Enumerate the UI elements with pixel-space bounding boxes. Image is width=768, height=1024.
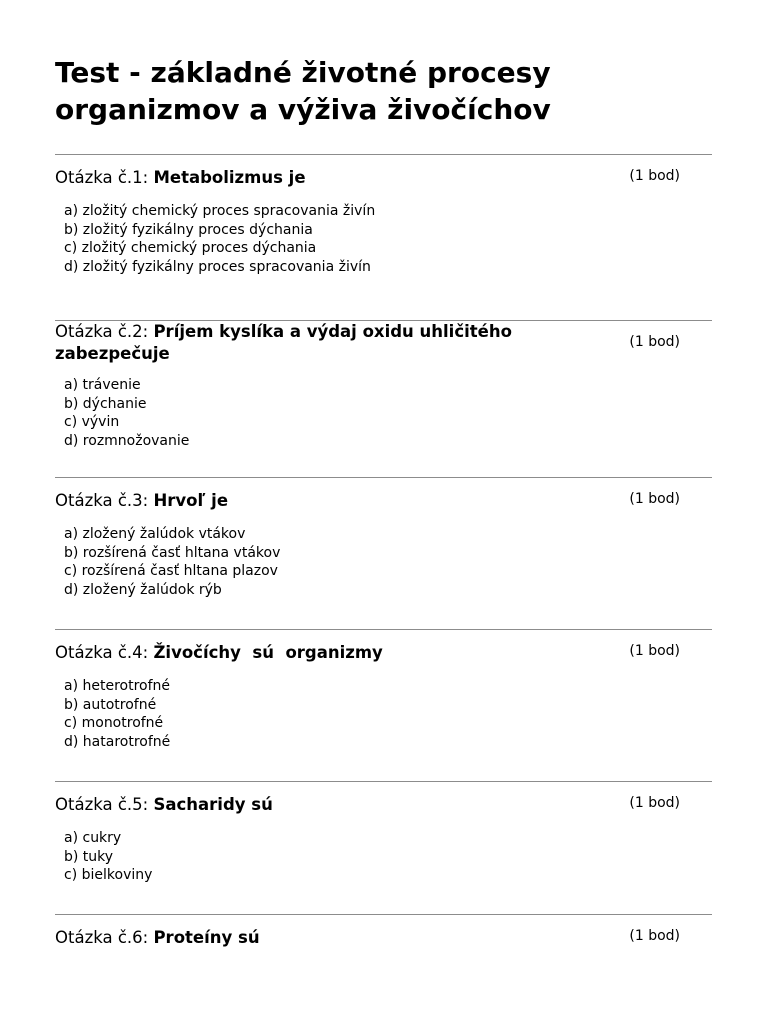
question-points: (1 bod)	[629, 491, 680, 507]
question-header	[55, 915, 712, 949]
answer-option: d) hatarotrofné	[64, 733, 171, 750]
question-header	[55, 478, 712, 512]
question-4	[55, 629, 712, 751]
document-title-line-2: organizmov a výživa živočíchov	[55, 93, 551, 126]
answer-option: b) zložitý fyzikálny proces dýchania	[64, 221, 313, 238]
question-text	[55, 167, 595, 189]
answer-list	[55, 376, 712, 450]
answer-option: b) dýchanie	[64, 395, 147, 412]
question-header	[55, 782, 712, 816]
answer-option: a) cukry	[64, 830, 122, 846]
question-text	[55, 642, 595, 664]
answer-list	[55, 202, 712, 276]
question-number: Otázka č.1:	[55, 168, 154, 187]
answer-option: a) trávenie	[64, 377, 141, 393]
question-6	[55, 914, 712, 949]
answer-option: d) rozmnožovanie	[64, 432, 190, 449]
answer-option: c) rozšírená časť hltana plazov	[64, 563, 278, 579]
question-number: Otázka č.5:	[55, 795, 154, 814]
answer-option: a) heterotrofné	[64, 678, 171, 694]
answer-option: b) tuky	[64, 848, 114, 865]
question-number: Otázka č.6:	[55, 928, 154, 947]
question-number: Otázka č.4:	[55, 643, 154, 662]
document-title	[55, 54, 655, 128]
question-3	[55, 477, 712, 599]
answer-list	[55, 829, 712, 885]
question-points: (1 bod)	[629, 928, 680, 944]
question-header	[55, 155, 712, 189]
answer-option: c) bielkoviny	[64, 867, 153, 883]
question-points: (1 bod)	[629, 795, 680, 811]
question-title: Metabolizmus je	[153, 168, 306, 187]
answer-list	[55, 677, 712, 751]
answer-option: a) zložený žalúdok vtákov	[64, 526, 246, 542]
answer-option: b) rozšírená časť hltana vtákov	[64, 544, 281, 561]
answer-option: d) zložený žalúdok rýb	[64, 581, 222, 598]
answer-option: a) zložitý chemický proces spracovania živín	[64, 203, 376, 219]
answer-option: d) zložitý fyzikálny proces spracovania živín	[64, 258, 371, 275]
answer-option: c) vývin	[64, 414, 120, 430]
question-title: Proteíny sú	[153, 928, 260, 947]
answer-list	[55, 525, 712, 599]
question-points: (1 bod)	[629, 643, 680, 659]
question-title: Príjem kyslíka a výdaj oxidu uhličitého zabezpečuje	[55, 322, 512, 363]
question-5	[55, 781, 712, 885]
document-title-line-1: Test - základné životné procesy	[55, 56, 551, 89]
question-points: (1 bod)	[629, 168, 680, 184]
question-1	[55, 154, 712, 276]
answer-option: c) monotrofné	[64, 715, 164, 731]
question-text	[55, 321, 595, 365]
answer-option: c) zložitý chemický proces dýchania	[64, 240, 317, 256]
answer-option: b) autotrofné	[64, 696, 157, 713]
question-title: Živočíchy sú organizmy	[153, 643, 383, 662]
question-text	[55, 927, 595, 949]
question-title: Hrvoľ je	[153, 491, 229, 510]
question-number: Otázka č.2:	[55, 322, 154, 341]
question-text	[55, 490, 595, 512]
question-points: (1 bod)	[629, 334, 680, 350]
question-2	[55, 320, 712, 450]
question-header	[55, 630, 712, 664]
question-title: Sacharidy sú	[153, 795, 273, 814]
question-number: Otázka č.3:	[55, 491, 154, 510]
question-header	[55, 321, 712, 365]
question-text	[55, 794, 595, 816]
